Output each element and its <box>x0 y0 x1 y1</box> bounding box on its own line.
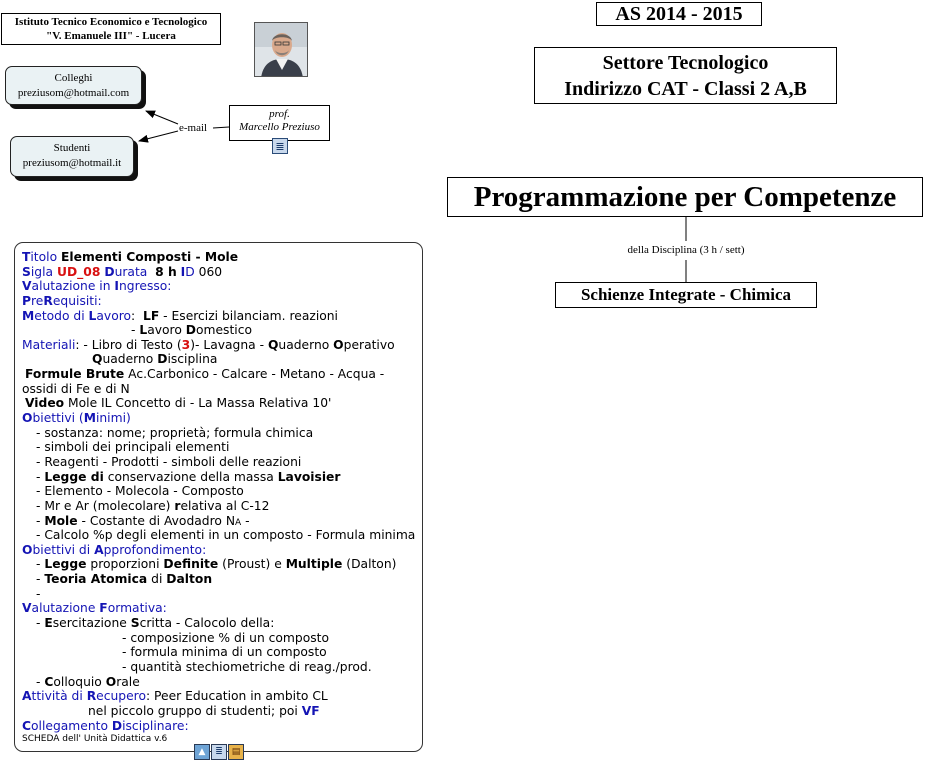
connector-prof-email <box>213 127 229 128</box>
teacher-box <box>229 105 330 141</box>
list-item: - Calcolo %p degli elementi in un composto - Formula minima <box>36 528 416 543</box>
formule-row: Formule Brute Ac.Carbonico - Calcare - Metano - Acqua - <box>25 367 385 382</box>
school-subname: "V. Emanuele III" - Lucera <box>46 30 176 42</box>
contact-email[interactable]: preziusom@hotmail.it <box>22 157 122 169</box>
sub-list-item: - formula minima di un composto <box>122 645 327 660</box>
web-page-icon[interactable]: ▤ <box>228 744 244 760</box>
list-item: - simboli dei principali elementi <box>36 440 230 455</box>
formule-row-2: ossidi di Fe e di N <box>22 381 130 396</box>
contact-title: Studenti <box>53 142 91 154</box>
scheda-panel <box>14 242 423 752</box>
list-item: - Elemento - Molecola - Composto <box>36 484 244 499</box>
list-item: - Colloquio Orale <box>36 674 140 689</box>
prerequisiti-row: PreRequisiti: <box>22 293 102 308</box>
image-icon[interactable]: ▲ <box>194 744 210 760</box>
list-item: - <box>36 586 41 601</box>
list-item: - Teoria Atomica di Dalton <box>36 572 213 587</box>
materiali-row: Materiali: - Libro di Testo (3)- Lavagna - Quaderno Operativo <box>22 337 395 352</box>
teacher-photo <box>254 22 308 77</box>
settore-box <box>534 47 837 104</box>
formativa-row: Valutazione Formativa: <box>22 601 167 616</box>
obiettivi-row: Obiettivi (Minimi) <box>22 411 131 426</box>
video-row: Video Mole IL Concetto di - La Massa Relativa 10' <box>25 396 332 411</box>
metodo-row: Metodo di Lavoro: LF - Esercizi bilanciam. reazioni <box>22 308 338 323</box>
sigla-row: Sigla UD_08 Durata 8 h ID 060 <box>22 264 223 279</box>
list-item: - Esercitazione Scritta - Calocolo della: <box>36 616 275 631</box>
recupero-row-2: nel piccolo gruppo di studenti; poi VF <box>88 703 320 718</box>
contact-email[interactable]: preziusom@hotmail.com <box>17 87 130 99</box>
settore-title: Settore Tecnologico <box>602 52 769 74</box>
contact-colleghi[interactable] <box>5 66 142 105</box>
contact-studenti[interactable] <box>10 136 134 177</box>
discipline-link-label: della Disciplina (3 h / sett) <box>627 244 745 256</box>
list-item: - Reagenti - Prodotti - simboli delle reazioni <box>36 454 302 469</box>
school-name: Istituto Tecnico Economico e Tecnologico <box>14 16 208 28</box>
document-icon[interactable]: ≣ <box>211 744 227 760</box>
list-item: - Mr e Ar (molecolare) relativa al C-12 <box>36 498 270 513</box>
connector-email-colleghi <box>146 111 178 124</box>
indirizzo-title: Indirizzo CAT - Classi 2 A,B <box>564 78 807 100</box>
sub-list-item: - composizione % di un composto <box>122 630 329 645</box>
collegamento-row: Collegamento Disciplinare: <box>22 718 189 733</box>
school-box <box>1 13 221 45</box>
materiali-row-2: Quaderno Disciplina <box>92 352 218 367</box>
teacher-name: Marcello Preziuso <box>239 121 320 133</box>
durata-value: 8 h <box>155 264 177 279</box>
id-value: 060 <box>198 264 223 279</box>
teacher-role: prof. <box>269 108 290 120</box>
list-item: - sostanza: nome; proprietà; formula chimica <box>36 425 314 440</box>
sigla-value: UD_08 <box>56 264 101 279</box>
connector-email-studenti <box>139 131 178 141</box>
scheda-footer: SCHEDA dell' Unità Didattica v.6 <box>22 734 168 745</box>
list-item: - Legge proporzioni Definite (Proust) e Multiple (Dalton) <box>36 557 397 572</box>
school-year: AS 2014 - 2015 <box>596 2 762 26</box>
approfondimento-row: Obiettivi di Approfondimento: <box>22 542 207 557</box>
valutazione-ingresso-row: Valutazione in Ingresso: <box>22 279 172 294</box>
recupero-row: Attività di Recupero: Peer Education in ambito CL <box>22 689 328 704</box>
email-link-label: e-mail <box>179 122 208 134</box>
attachment-icons <box>194 744 244 760</box>
titolo-row: Titolo Elementi Composti - Mole <box>22 250 239 264</box>
discipline-box: Schienze Integrate - Chimica <box>555 282 817 308</box>
list-item: - Legge di conservazione della massa Lavoisier <box>36 469 341 484</box>
main-title: Programmazione per Competenze <box>447 177 923 217</box>
contact-title: Colleghi <box>54 72 93 84</box>
sub-list-item: - quantità stechiometriche di reag./prod. <box>122 659 372 674</box>
list-item: - Mole - Costante di Avodadro NA - <box>36 513 250 528</box>
titolo-value: Elementi Composti - Mole <box>61 250 239 264</box>
metodo-row-2: - Lavoro Domestico <box>131 323 252 338</box>
document-icon[interactable]: ≣ <box>272 138 288 154</box>
